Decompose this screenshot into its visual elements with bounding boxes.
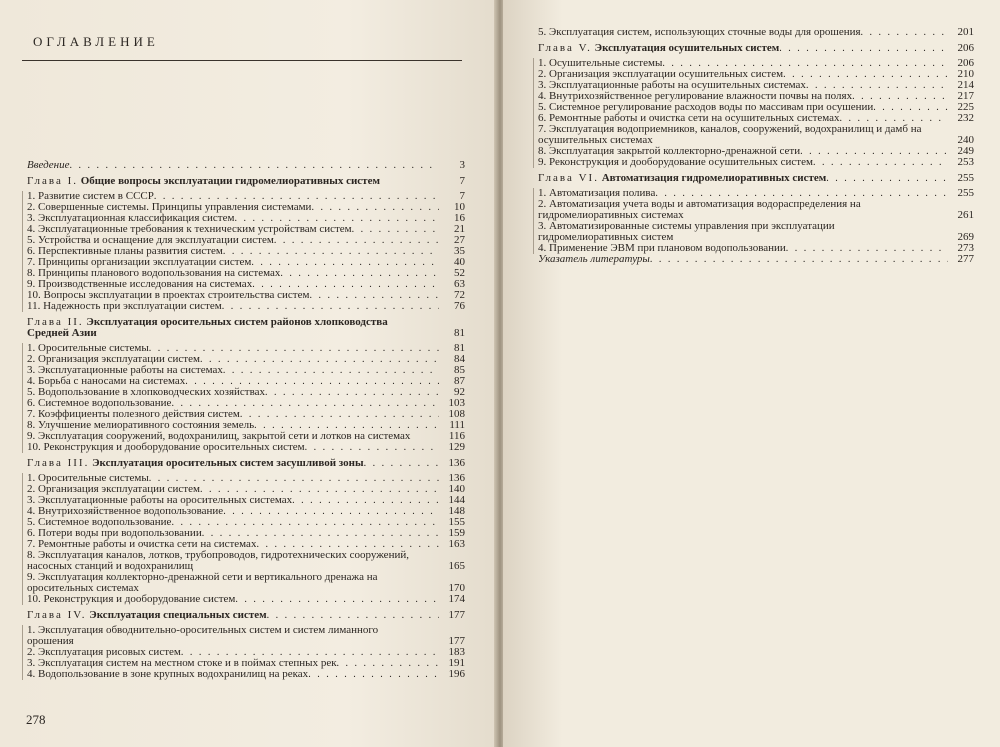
dot-leader (251, 257, 439, 268)
toc-item-title: 8. Принципы планового водопользования на системах (27, 268, 281, 279)
toc-item-title: 2. Организация эксплуатации систем (27, 354, 200, 365)
dot-leader (806, 80, 948, 91)
toc-page-number: 201 (957, 26, 974, 38)
dot-leader (267, 610, 439, 621)
toc-item-title: 5. Эксплуатация систем, использующих сточные воды для орошения (538, 27, 861, 38)
dot-leader (171, 398, 439, 409)
toc-page-number: 85 (454, 364, 465, 376)
toc-item-title: 1. Осушительные системы (538, 58, 663, 69)
dot-leader (779, 43, 948, 54)
chapter-title: Эксплуатация оросительных систем засушливой зоны (92, 458, 364, 469)
toc-item (27, 669, 465, 680)
dot-leader (352, 224, 439, 235)
toc-item-title: 1. Оросительные системы (27, 473, 149, 484)
toc-page-number: 21 (454, 223, 465, 235)
toc-chapter (538, 43, 974, 54)
chapter-title: Автоматизация гидромелиоративных систем (601, 173, 827, 184)
toc-page-number: 129 (448, 441, 465, 453)
toc-item-title: 3. Эксплуатационные работы на осушительных системах (538, 80, 806, 91)
toc-item (27, 495, 465, 506)
toc-chapter (27, 458, 465, 469)
toc-item (27, 257, 465, 268)
dot-leader (181, 647, 439, 658)
dot-leader (662, 58, 948, 69)
toc-item (27, 387, 465, 398)
toc-item (27, 376, 465, 387)
dot-leader (240, 409, 439, 420)
toc-item-title: 3. Эксплуатация систем на местном стоке и в поймах степных рек (27, 658, 337, 669)
chapter-number: Глава IV. (27, 610, 87, 621)
chapter-heading (538, 43, 779, 54)
toc-page-number: 16 (454, 212, 465, 224)
toc-item-title: 4. Применение ЭВМ при плановом водопользовании (538, 243, 786, 254)
toc-page-number: 170 (448, 582, 465, 594)
toc-item-title: Указатель литературы (538, 254, 650, 265)
toc-item (538, 124, 974, 146)
toc-item (538, 91, 974, 102)
toc-page-number: 108 (448, 408, 465, 420)
toc-item-title: 8. Улучшение мелиоративного состояния земель (27, 420, 255, 431)
toc-item-title: 7. Эксплуатация водоприемников, каналов, сооружений, водохранилищ и дамб на осушительных системах (538, 123, 922, 146)
toc-page-number: 277 (957, 253, 974, 265)
toc-list-left (27, 160, 465, 680)
toc-page-number: 174 (448, 593, 465, 605)
toc-item-title: 2. Автоматизация учета воды и автоматизация водораспределения на гидромелиоративных системах (538, 198, 861, 221)
toc-page-number: 206 (957, 57, 974, 69)
toc-item (538, 80, 974, 91)
chapter-heading (538, 173, 826, 184)
toc-item-title: 6. Системное водопользование (27, 398, 172, 409)
toc-item (27, 268, 465, 279)
toc-item (538, 243, 974, 254)
dot-leader (200, 354, 439, 365)
chapter-section (533, 58, 974, 168)
toc-item (27, 647, 465, 658)
toc-item-title: 4. Эксплуатационные требования к техническим устройствам систем (27, 224, 352, 235)
toc-section (27, 160, 465, 171)
dot-leader (223, 365, 439, 376)
toc-page-number: 7 (459, 175, 465, 187)
toc-page-number: 269 (957, 231, 974, 243)
toc-page-number: 81 (454, 342, 465, 354)
toc-item-title: 2. Эксплуатация рисовых систем (27, 647, 181, 658)
toc-item (27, 594, 465, 605)
toc-item-title: 3. Эксплуатационные работы на системах (27, 365, 223, 376)
dot-leader (265, 387, 439, 398)
toc-item-title: 1. Эксплуатация обводнительно-оросительных систем и систем лиманного орошения (27, 624, 379, 647)
toc-list-right (538, 27, 974, 265)
toc-section (538, 254, 974, 265)
toc-page-number: 183 (448, 646, 465, 658)
dot-leader (274, 235, 439, 246)
toc-page-number: 52 (454, 267, 465, 279)
toc-page-number: 116 (448, 430, 465, 442)
toc-item (27, 517, 465, 528)
toc-item (27, 246, 465, 257)
toc-page-number: 177 (448, 635, 465, 647)
toc-page-number: 159 (448, 527, 465, 539)
toc-item (538, 27, 974, 38)
toc-item-title: 9. Производственные исследования на системах (27, 279, 253, 290)
chapter-heading (27, 458, 364, 469)
toc-page-number: 140 (448, 483, 465, 495)
dot-leader (149, 343, 439, 354)
toc-page-number: 111 (449, 419, 465, 431)
toc-page-number: 196 (448, 668, 465, 680)
dot-leader (852, 91, 948, 102)
toc-page-number: 3 (459, 159, 465, 171)
toc-item-title: 2. Организация эксплуатации систем (27, 484, 200, 495)
chapter-number: Глава III. (27, 458, 90, 469)
dot-leader (800, 146, 948, 157)
chapter-number: Глава VI. (538, 173, 599, 184)
toc-item-title: 7. Коэффициенты полезного действия систем (27, 409, 240, 420)
chapter-title: Эксплуатация оросительных систем районов хлопководства Средней Азии (27, 316, 388, 339)
chapter-title: Общие вопросы эксплуатации гидромелиоративных систем (80, 175, 380, 187)
toc-page-number: 148 (448, 505, 465, 517)
toc-item-title: 11. Надежность при эксплуатации систем (27, 301, 222, 312)
chapter-section (22, 343, 465, 453)
toc-item (27, 506, 465, 517)
dot-leader (783, 69, 948, 80)
toc-item-title: 4. Борьба с наносами на системах (27, 376, 186, 387)
toc-page-number: 84 (454, 353, 465, 365)
toc-item-title: 3. Эксплуатационные работы на оросительных системах (27, 495, 293, 506)
toc-item (27, 572, 465, 594)
dot-leader (252, 279, 439, 290)
toc-item-title: 5. Системное водопользование (27, 517, 172, 528)
toc-item-title: 1. Развитие систем в СССР (27, 191, 154, 202)
toc-item (27, 409, 465, 420)
toc-item (27, 343, 465, 354)
chapter-number: Глава II. (27, 316, 84, 328)
chapter-heading (27, 610, 267, 621)
toc-item-title: 2. Организация эксплуатации осушительных систем (538, 69, 784, 80)
toc-item (538, 221, 974, 243)
toc-page-number: 165 (448, 560, 465, 572)
toc-page-number: 72 (454, 289, 465, 301)
toc-page-number: 7 (459, 190, 465, 202)
toc-chapter (27, 317, 465, 339)
dot-leader (185, 376, 439, 387)
toc-page-number: 255 (957, 172, 974, 184)
toc-item (27, 365, 465, 376)
toc-item (538, 146, 974, 157)
toc-item-title: 5. Устройства и оснащение для эксплуатации систем (27, 235, 274, 246)
dot-leader (222, 301, 439, 312)
toc-page-number: 273 (957, 242, 974, 254)
toc-header: ОГЛАВЛЕНИЕ (33, 34, 159, 49)
toc-item-title: 9. Эксплуатация коллекторно-дренажной сети и вертикального дренажа на оросительных системах (27, 571, 378, 594)
dot-leader (650, 254, 948, 265)
left-page (0, 0, 497, 747)
toc-page-number: 225 (957, 101, 974, 113)
dot-leader (873, 102, 948, 113)
dot-leader (305, 442, 439, 453)
toc-item (27, 658, 465, 669)
chapter-number: Глава I. (27, 175, 78, 187)
toc-chapter (27, 610, 465, 621)
dot-leader (202, 528, 439, 539)
toc-page-number: 144 (448, 494, 465, 506)
toc-item-title: 6. Ремонтные работы и очистка сети на осушительных системах (538, 113, 840, 124)
toc-page-number: 81 (454, 327, 465, 339)
toc-item (27, 224, 465, 235)
dot-leader (280, 268, 439, 279)
toc-item-title: 6. Потери воды при водопользовании (27, 528, 202, 539)
toc-item-title: 6. Перспективные планы развития систем (27, 246, 223, 257)
toc-item-title: 9. Эксплуатация сооружений, водохранилищ, закрытой сети и лотков на системах (27, 430, 411, 442)
toc-item-title: 3. Эксплуатационная классификация систем (27, 213, 235, 224)
toc-item (538, 199, 974, 221)
toc-item (538, 157, 974, 168)
toc-item-title: 10. Реконструкция и дооборудование систем (27, 594, 236, 605)
toc-item (538, 102, 974, 113)
toc-item-title: 5. Системное регулирование расходов воды по массивам при осушении (538, 102, 874, 113)
toc-page-number: 232 (957, 112, 974, 124)
toc-chapter (27, 176, 465, 187)
dot-leader (292, 495, 439, 506)
dot-leader (826, 173, 948, 184)
toc-item (27, 213, 465, 224)
toc-page-number: 87 (454, 375, 465, 387)
toc-item (27, 235, 465, 246)
toc-item-title: 10. Вопросы эксплуатации в проектах строительства систем (27, 290, 310, 301)
toc-item-title: 1. Автоматизация полива (538, 188, 656, 199)
toc-item-title: 8. Эксплуатация каналов, лотков, трубопроводов, гидротехнических сооружений, насосных станций и водохранилищ (27, 549, 409, 572)
toc-page-number: 10 (454, 201, 465, 213)
dot-leader (70, 160, 439, 171)
dot-leader (813, 157, 948, 168)
toc-item-title: 7. Принципы организации эксплуатации систем (27, 257, 252, 268)
toc-page-number: 35 (454, 245, 465, 257)
dot-leader (311, 202, 439, 213)
toc-item (538, 69, 974, 80)
toc-item (27, 431, 465, 442)
dot-leader (786, 243, 948, 254)
chapter-number: Глава V. (538, 43, 592, 54)
chapter-title: Эксплуатация осушительных систем (594, 43, 780, 54)
dot-leader (861, 27, 948, 38)
toc-item (27, 290, 465, 301)
chapter-section (22, 625, 465, 680)
toc-item (27, 528, 465, 539)
toc-item-title: Введение (27, 160, 70, 171)
toc-page-number: 63 (454, 278, 465, 290)
toc-item-title: 2. Совершенные системы. Принципы управления системами (27, 202, 312, 213)
toc-item-title: 8. Эксплуатация закрытой коллекторно-дренажной сети (538, 146, 801, 157)
toc-item (27, 473, 465, 484)
toc-page-number: 155 (448, 516, 465, 528)
toc-item-title: 5. Водопользование в хлопководческих хозяйствах (27, 387, 266, 398)
dot-leader (171, 517, 439, 528)
toc-item (27, 279, 465, 290)
chapter-title: Эксплуатация специальных систем (89, 610, 267, 621)
toc-page-number: 40 (454, 256, 465, 268)
toc-page-number: 103 (448, 397, 465, 409)
dot-leader (308, 669, 439, 680)
toc-page-number: 261 (957, 209, 974, 221)
dot-leader (309, 290, 439, 301)
toc-item-title: 4. Внутрихозяйственное регулирование влажности почвы на полях (538, 91, 853, 102)
chapter-section (22, 191, 465, 312)
dot-leader (235, 594, 439, 605)
toc-item (27, 398, 465, 409)
toc-page-number: 240 (957, 134, 974, 146)
toc-item-title: 10. Реконструкция и дооборудование оросительных систем (27, 442, 305, 453)
toc-item (27, 354, 465, 365)
toc-page-number: 92 (454, 386, 465, 398)
dot-leader (234, 213, 439, 224)
toc-page-number: 253 (957, 156, 974, 168)
toc-page-number: 255 (957, 187, 974, 199)
dot-leader (364, 458, 439, 469)
dot-leader (223, 506, 439, 517)
toc-item-title: 1. Оросительные системы (27, 343, 149, 354)
toc-item (27, 625, 465, 647)
dot-leader (223, 246, 439, 257)
chapter-heading (27, 317, 412, 339)
toc-item (538, 58, 974, 69)
toc-item (27, 550, 465, 572)
page-number: 278 (26, 712, 46, 727)
toc-item (27, 442, 465, 453)
chapter-section (22, 473, 465, 605)
toc-item (27, 484, 465, 495)
toc-item-title: 9. Реконструкция и дооборудование осушительных систем (538, 157, 813, 168)
chapter-section (533, 188, 974, 254)
dot-leader (149, 473, 439, 484)
toc-page-number: 210 (957, 68, 974, 80)
toc-page-number: 217 (957, 90, 974, 102)
toc-page-number: 27 (454, 234, 465, 246)
dot-leader (200, 484, 439, 495)
header-rule (22, 60, 462, 61)
toc-item (27, 301, 465, 312)
toc-item-title: 4. Внутрихозяйственное водопользование (27, 506, 224, 517)
dot-leader (337, 658, 439, 669)
chapter-heading (27, 176, 412, 187)
toc-item-title: 7. Ремонтные работы и очистка сети на системах (27, 539, 257, 550)
toc-item (27, 191, 465, 202)
right-page (503, 0, 1000, 747)
toc-item-title: 3. Автоматизированные системы управления при эксплуатации гидромелиоративных систем (538, 220, 835, 243)
dot-leader (154, 191, 439, 202)
toc-page-number: 177 (448, 609, 465, 621)
toc-item-title: 4. Водопользование в зоне крупных водохранилищ на реках (27, 669, 309, 680)
toc-page-number: 191 (448, 657, 465, 669)
toc-page-number: 249 (957, 145, 974, 157)
toc-page-number: 163 (448, 538, 465, 550)
toc-page-number: 136 (448, 457, 465, 469)
toc-page-number: 206 (957, 42, 974, 54)
toc-chapter (538, 173, 974, 184)
toc-item (27, 202, 465, 213)
toc-page-number: 136 (448, 472, 465, 484)
toc-page-number: 76 (454, 300, 465, 312)
toc-page-number: 214 (957, 79, 974, 91)
